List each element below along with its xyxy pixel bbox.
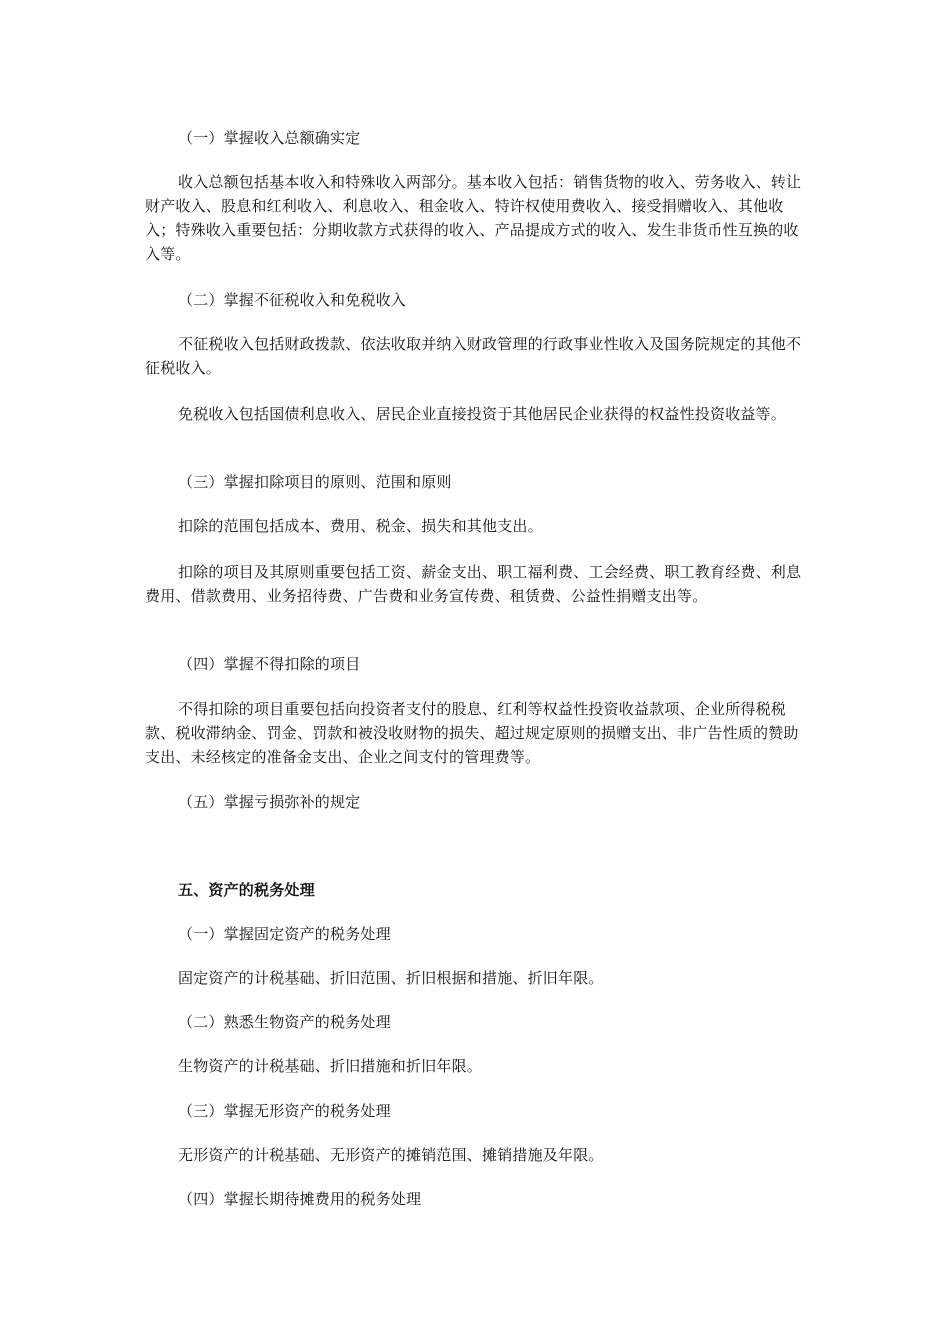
paragraph: 生物资产的计税基础、折旧措施和折旧年限。 xyxy=(178,1057,483,1075)
subsection-heading: （一）掌握固定资产的税务处理 xyxy=(178,925,391,943)
paragraph: 收入总额包括基本收入和特殊收入两部分。基本收入包括：销售货物的收入、劳务收入、转让财产收入、股息和红利收入、利息收入、租金收入、特许权使用费收入、接受捐赠收入、其他收入；特殊收入重要包括：分期收款方式获得的收入、产品提成方式的收入、发生非货币性互换的收入等。 xyxy=(145,173,802,263)
subsection-heading: （二）熟悉生物资产的税务处理 xyxy=(178,1013,391,1031)
subsection-heading: （二）掌握不征税收入和免税收入 xyxy=(178,291,407,309)
paragraph: 不得扣除的项目重要包括向投资者支付的股息、红利等权益性投资收益款项、企业所得税税款、税收滞纳金、罚金、罚款和被没收财物的损失、超过规定原则的损赠支出、非广告性质的赞助支出、未经核定的准备金支出、企业之间支付的管理费等。 xyxy=(145,700,799,766)
subsection-heading: （五）掌握亏损弥补的规定 xyxy=(178,793,361,811)
subsection-heading: （三）掌握无形资产的税务处理 xyxy=(178,1102,391,1120)
subsection-heading: （三）掌握扣除项目的原则、范围和原则 xyxy=(178,473,452,491)
section-heading: 五、资产的税务处理 xyxy=(178,881,315,899)
paragraph: 扣除的项目及其原则重要包括工资、薪金支出、职工福利费、工会经费、职工教育经费、利息费用、借款费用、业务招待费、广告费和业务宣传费、租赁费、公益性捐赠支出等。 xyxy=(145,563,802,605)
paragraph: 免税收入包括国债利息收入、居民企业直接投资于其他居民企业获得的权益性投资收益等。 xyxy=(178,405,787,423)
paragraph: 不征税收入包括财政拨款、依法收取并纳入财政管理的行政事业性收入及国务院规定的其他不征税收入。 xyxy=(145,335,802,377)
paragraph: 无形资产的计税基础、无形资产的摊销范围、摊销措施及年限。 xyxy=(178,1146,604,1164)
subsection-heading: （四）掌握不得扣除的项目 xyxy=(178,655,361,673)
paragraph: 扣除的范围包括成本、费用、税金、损失和其他支出。 xyxy=(178,517,543,535)
paragraph: 固定资产的计税基础、折旧范围、折旧根据和措施、折旧年限。 xyxy=(178,969,604,987)
subsection-heading: （四）掌握长期待摊费用的税务处理 xyxy=(178,1190,422,1208)
subsection-heading: （一）掌握收入总额确实定 xyxy=(178,129,361,147)
